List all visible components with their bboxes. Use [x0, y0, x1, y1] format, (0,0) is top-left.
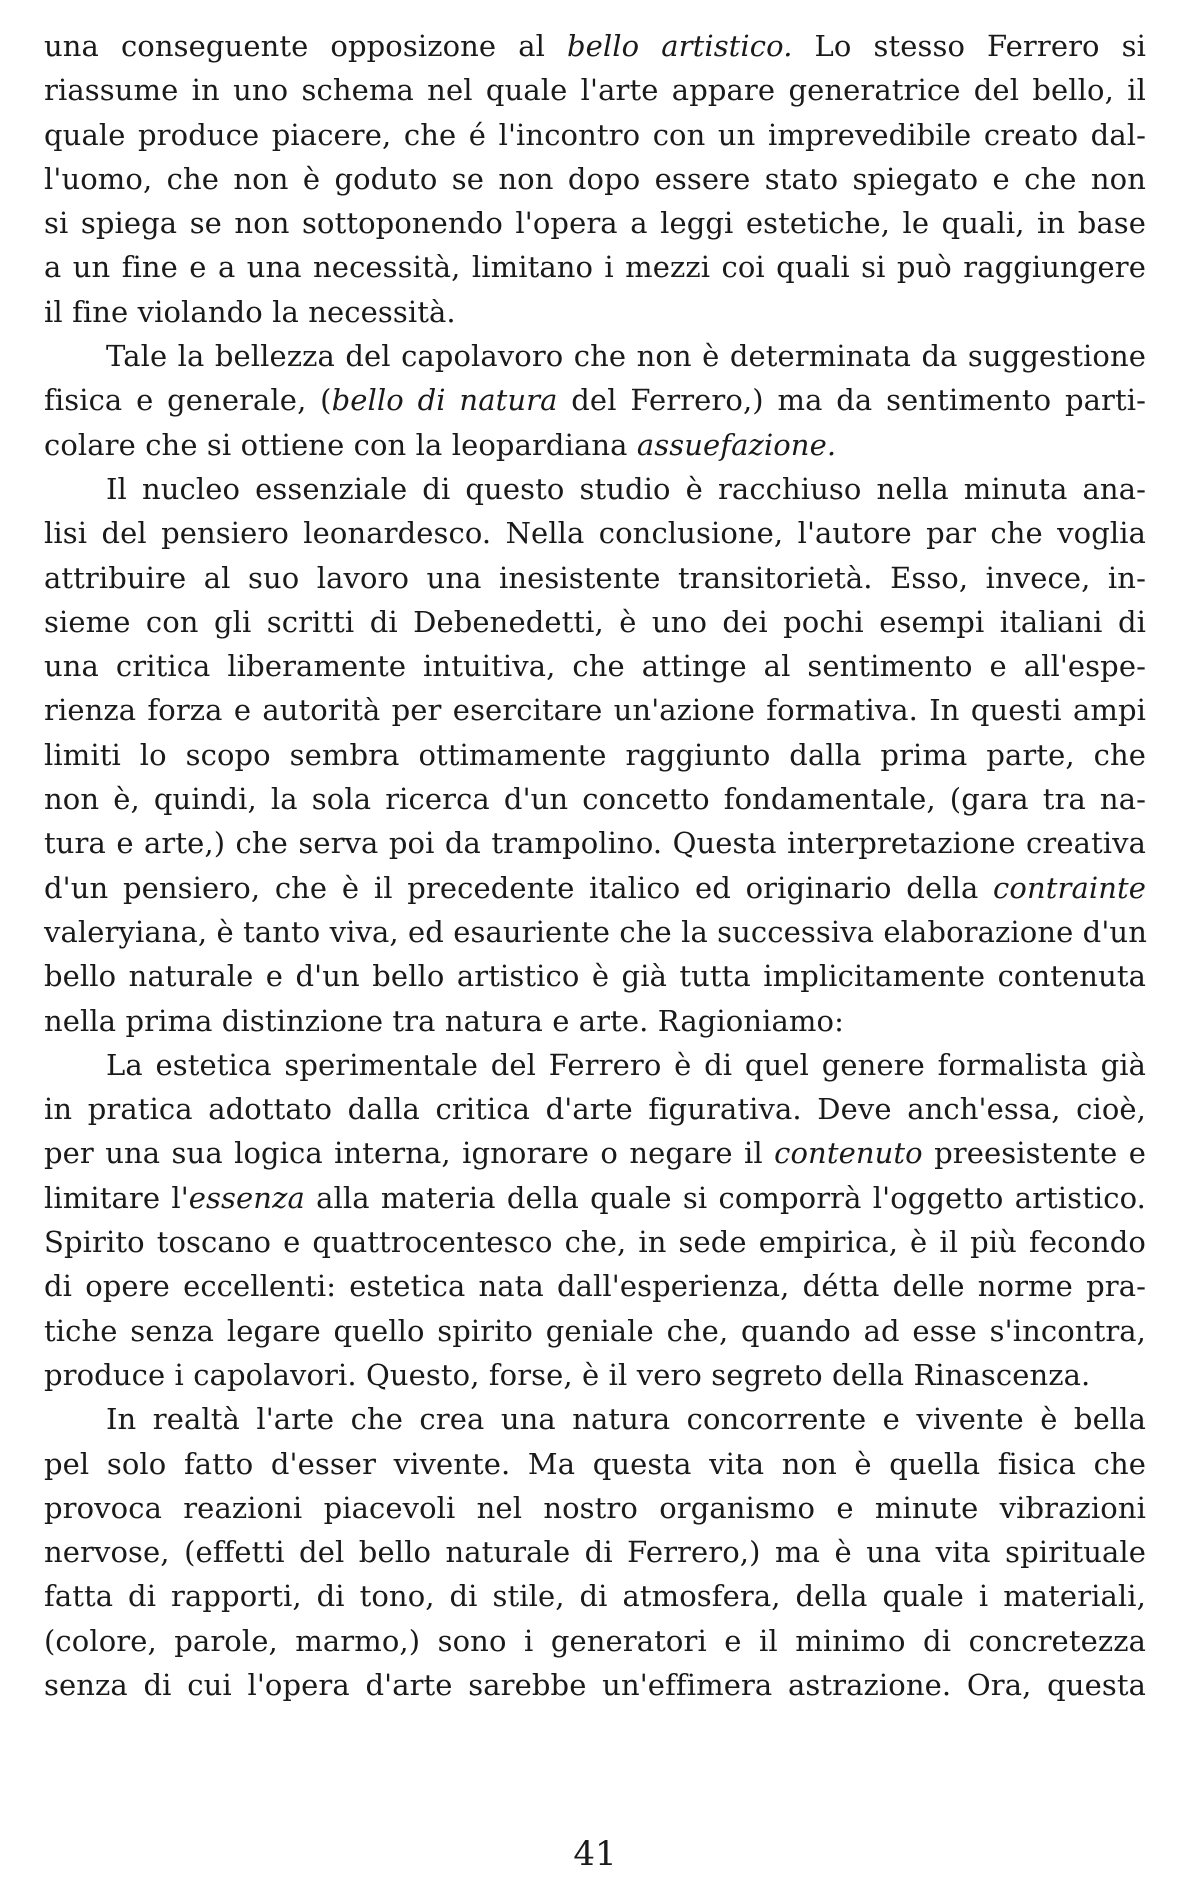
- text-run: del Ferrero,) ma da sentimento parti-: [557, 383, 1146, 418]
- text-line: [44, 68, 1146, 112]
- text-run: (colore, parole, marmo,) sono i generatori e il minimo di concretezza: [44, 1623, 1146, 1658]
- text-run: fatta di rapporti, di tono, di stile, di atmosfera, della quale i materiali,: [44, 1579, 1146, 1614]
- text-run: di opere eccellenti: estetica nata dall'esperienza, détta delle norme pra-: [44, 1269, 1146, 1304]
- text-line: [44, 954, 1146, 998]
- text-line: [44, 467, 1146, 511]
- text-run: valeryiana, è tanto viva, ed esauriente che la successiva elaborazione d'un: [44, 914, 1147, 949]
- text-run: l'uomo, che non è goduto se non dopo essere stato spiegato e che non: [44, 161, 1146, 196]
- text-run: a un fine e a una necessità, limitano i mezzi coi quali si può raggiungere: [44, 250, 1146, 285]
- italic-run: bello di natura: [331, 383, 558, 418]
- text-line: [44, 733, 1146, 777]
- text-run: nervose, (effetti del bello naturale di Ferrero,) ma è una vita spirituale: [44, 1535, 1146, 1570]
- text-line: [44, 910, 1146, 954]
- page-number: 41: [573, 1834, 617, 1874]
- text-line: [44, 245, 1146, 289]
- text-line: [44, 1264, 1146, 1308]
- text-line: [44, 334, 1146, 378]
- text-line: [44, 24, 1146, 68]
- text-run: pel solo fatto d'esser vivente. Ma questa vita non è quella fisica che: [44, 1446, 1146, 1481]
- text-run: sieme con gli scritti di Debenedetti, è uno dei pochi esempi italiani di: [44, 604, 1146, 639]
- text-line: [44, 1486, 1146, 1530]
- text-line: [44, 999, 1146, 1043]
- text-line: [44, 1353, 1146, 1397]
- text-run: tiche senza legare quello spirito geniale che, quando ad esse s'incontra,: [44, 1313, 1146, 1348]
- text-run: lisi del pensiero leonardesco. Nella conclusione, l'autore par che voglia: [44, 516, 1146, 551]
- text-run: fisica e generale, (: [44, 383, 332, 418]
- text-line: [44, 201, 1146, 245]
- text-run: Tale la bellezza del capolavoro che non è determinata da suggestione: [106, 339, 1146, 374]
- text-run: colare che si ottiene con la leopardiana: [44, 427, 637, 462]
- text-line: [44, 1131, 1146, 1175]
- text-run: limitare l': [44, 1180, 189, 1215]
- text-line: [44, 113, 1146, 157]
- text-run: si spiega se non sottoponendo l'opera a leggi estetiche, le quali, in base: [44, 206, 1146, 241]
- text-run: riassume in uno schema nel quale l'arte appare generatrice del bello, il: [44, 73, 1146, 108]
- text-line: [44, 1087, 1146, 1131]
- italic-run: contenuto: [774, 1136, 923, 1171]
- text-line: [44, 1442, 1146, 1486]
- italic-run: assuefazione.: [636, 427, 837, 462]
- text-run: limiti lo scopo sembra ottimamente raggiunto dalla prima parte, che: [44, 737, 1146, 772]
- text-line: [44, 378, 1146, 422]
- text-run: il fine violando la necessità.: [44, 294, 456, 329]
- text-run: nella prima distinzione tra natura e arte. Ragioniamo:: [44, 1003, 844, 1038]
- text-line: [44, 866, 1146, 910]
- text-run: per una sua logica interna, ignorare o negare il: [44, 1136, 775, 1171]
- text-line: [44, 821, 1146, 865]
- text-run: preesistente e: [922, 1136, 1147, 1171]
- text-line: [44, 777, 1146, 821]
- text-line: [44, 688, 1146, 732]
- text-line: [44, 1043, 1146, 1087]
- text-line: [44, 644, 1146, 688]
- text-line: [44, 600, 1146, 644]
- text-line: [44, 1574, 1146, 1618]
- text-line: [44, 1663, 1146, 1707]
- text-run: in pratica adottato dalla critica d'arte figurativa. Deve anch'essa, cioè,: [44, 1092, 1146, 1127]
- italic-run: contrainte: [993, 870, 1146, 905]
- text-run: provoca reazioni piacevoli nel nostro organismo e minute vibrazioni: [44, 1490, 1146, 1525]
- text-run: quale produce piacere, che é l'incontro con un imprevedibile creato dal-: [44, 117, 1146, 152]
- text-run: Il nucleo essenziale di questo studio è racchiuso nella minuta ana-: [106, 471, 1146, 506]
- italic-run: essenza: [188, 1180, 305, 1215]
- text-run: produce i capolavori. Questo, forse, è il vero segreto della Rinascenza.: [44, 1357, 1091, 1392]
- text-line: [44, 423, 1146, 467]
- text-line: [44, 1397, 1146, 1441]
- italic-run: bello artistico.: [566, 29, 793, 63]
- text-line: [44, 556, 1146, 600]
- text-line: [44, 1309, 1146, 1353]
- text-line: [44, 1176, 1146, 1220]
- text-run: In realtà l'arte che crea una natura concorrente e vivente è bella: [106, 1402, 1146, 1437]
- text-run: Lo stesso Ferrero si: [792, 29, 1146, 63]
- text-run: bello naturale e d'un bello artistico è già tutta implicitamente contenuta: [44, 959, 1146, 994]
- text-run: attribuire al suo lavoro una inesistente transitorietà. Esso, invece, in-: [44, 560, 1146, 595]
- page-body: [44, 24, 1146, 1707]
- text-run: alla materia della quale si comporrà l'oggetto artistico.: [304, 1180, 1147, 1215]
- text-run: La estetica sperimentale del Ferrero è di quel genere formalista già: [106, 1047, 1146, 1082]
- text-run: d'un pensiero, che è il precedente italico ed originario della: [44, 870, 994, 905]
- text-line: [44, 511, 1146, 555]
- text-run: senza di cui l'opera d'arte sarebbe un'effimera astrazione. Ora, questa: [44, 1667, 1146, 1702]
- text-run: Spirito toscano e quattrocentesco che, in sede empirica, è il più fecondo: [44, 1225, 1146, 1260]
- text-line: [44, 1530, 1146, 1574]
- text-run: rienza forza e autorità per esercitare un'azione formativa. In questi ampi: [44, 693, 1146, 728]
- text-line: [44, 1220, 1146, 1264]
- text-line: [44, 1619, 1146, 1663]
- text-run: non è, quindi, la sola ricerca d'un concetto fondamentale, (gara tra na-: [44, 782, 1146, 817]
- text-run: una conseguente opposizone al: [44, 29, 567, 63]
- text-run: una critica liberamente intuitiva, che attinge al sentimento e all'espe-: [44, 649, 1146, 684]
- text-run: tura e arte,) che serva poi da trampolino. Questa interpretazione creativa: [44, 826, 1146, 861]
- text-line: [44, 157, 1146, 201]
- text-line: [44, 290, 1146, 334]
